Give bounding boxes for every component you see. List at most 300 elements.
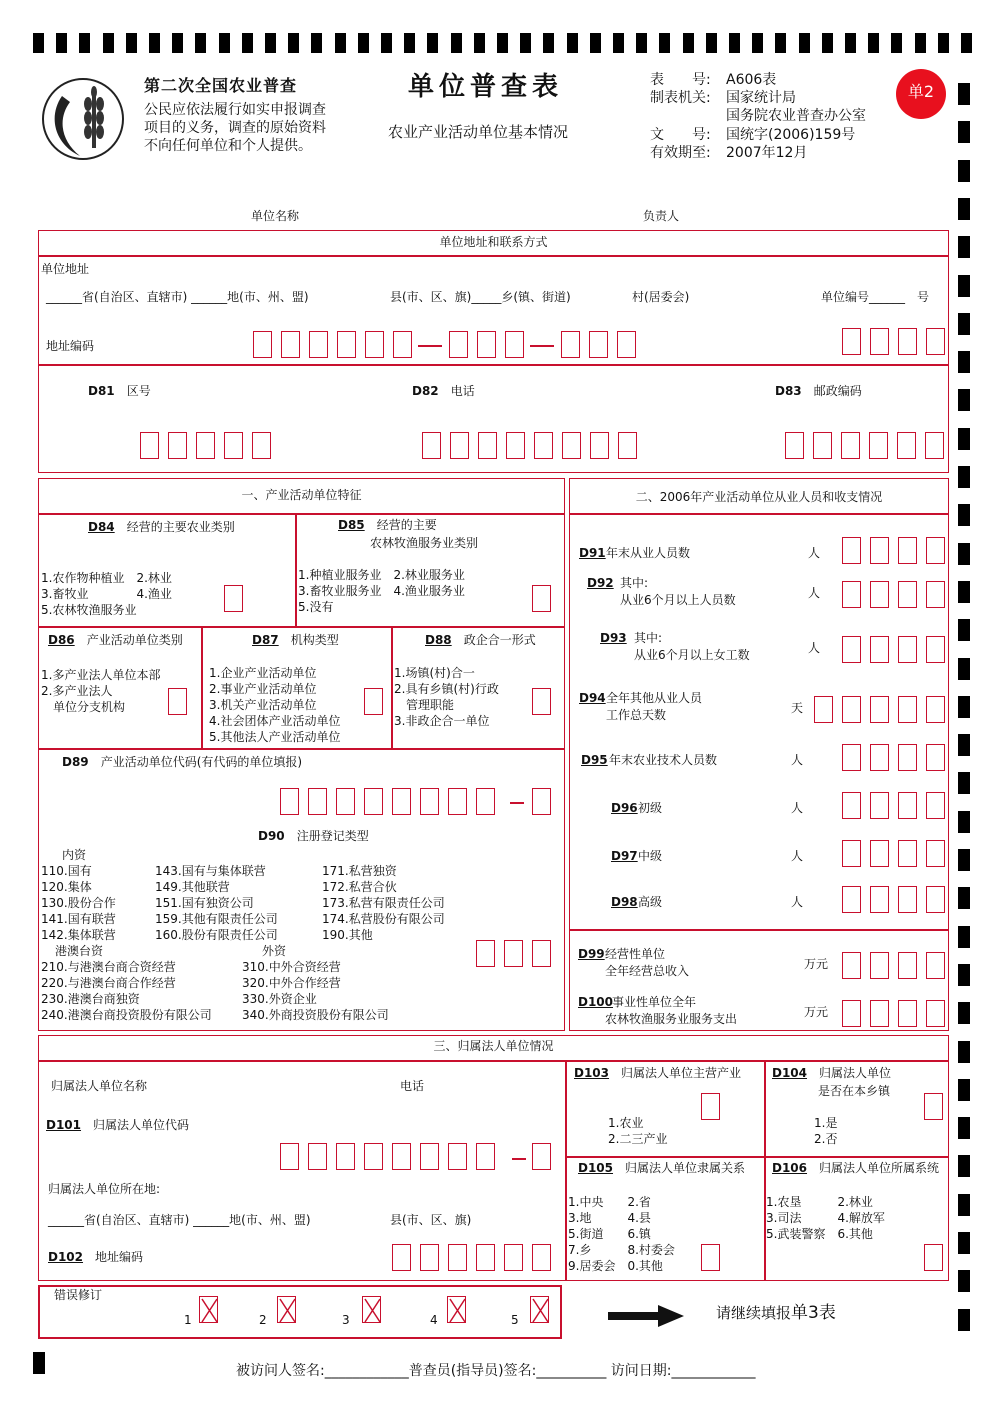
parent-location-part-2: 县(市、区、旗): [390, 1213, 472, 1227]
d86-answer-box[interactable]: [168, 688, 187, 715]
timing-mark: [56, 33, 67, 53]
d91-label: 年末从业人员数: [606, 546, 691, 560]
timing-mark: [103, 33, 114, 53]
timing-mark: [958, 389, 970, 411]
d94-value-box[interactable]: [870, 696, 889, 723]
d100-value-box[interactable]: [926, 1000, 945, 1027]
d90-type-box[interactable]: [504, 940, 523, 967]
timing-mark: [427, 33, 438, 53]
d84-option-2: 3.畜牧业 4.渔业: [41, 587, 172, 601]
d101-code-box[interactable]: [336, 1143, 355, 1170]
d82-phone-box[interactable]: [562, 432, 581, 459]
d93-value-box[interactable]: [898, 636, 917, 663]
timing-mark: [752, 33, 763, 53]
address-code-box[interactable]: [617, 331, 636, 358]
timing-mark: [451, 33, 462, 53]
d89-code-box[interactable]: [392, 788, 411, 815]
timing-mark: [311, 33, 322, 53]
d83-postal-code-box[interactable]: [813, 432, 832, 459]
d105-option-3: 5.街道 6.镇: [568, 1227, 651, 1241]
d87-label: 机构类型: [290, 633, 339, 647]
error-fix-box[interactable]: [277, 1296, 296, 1323]
d103-code: D103: [574, 1066, 610, 1080]
timing-mark: [958, 351, 970, 373]
d99-value-box[interactable]: [870, 952, 889, 979]
form-subtitle: 农业产业活动单位基本情况: [388, 123, 569, 141]
d96-label: 初级: [638, 801, 663, 815]
d93-value-box[interactable]: [926, 636, 945, 663]
d83-postal-code-box[interactable]: [785, 432, 804, 459]
address-code-box[interactable]: [561, 331, 580, 358]
timing-mark: [520, 33, 531, 53]
timing-mark: [958, 1309, 970, 1331]
d97-code: D97: [611, 849, 638, 863]
unit-number-label: 单位编号______ 号: [821, 290, 930, 304]
d92-value-box[interactable]: [898, 581, 917, 608]
d81-area-code-box[interactable]: [196, 432, 215, 459]
d93-unit: 人: [808, 641, 821, 655]
d83-postal-code-box[interactable]: [897, 432, 916, 459]
d105-option-4: 7.乡 8.村委会: [568, 1243, 675, 1257]
d92-unit: 人: [808, 586, 821, 600]
d89-code-box[interactable]: [364, 788, 383, 815]
d91-value-box[interactable]: [842, 537, 861, 564]
d90-option: 141.国有联营: [41, 912, 116, 926]
timing-mark: [659, 33, 670, 53]
d102-code-box[interactable]: [476, 1244, 495, 1271]
d100-label: 事业性单位全年: [612, 995, 697, 1009]
timing-mark: [938, 33, 949, 53]
timing-mark: [958, 964, 970, 986]
error-fix-number: 2: [259, 1313, 267, 1327]
d89-code-box[interactable]: [476, 788, 495, 815]
d93-label: 其中:: [634, 631, 663, 645]
d90-type-box[interactable]: [532, 940, 551, 967]
d85-option-1: 1.种植业服务业 2.林业服务业: [298, 568, 465, 582]
d89-code-box[interactable]: [308, 788, 327, 815]
timing-mark: [958, 313, 970, 335]
unit-number-box[interactable]: [898, 328, 917, 355]
dash-separator: [530, 345, 554, 347]
d98-unit: 人: [791, 895, 804, 909]
timing-mark: [33, 33, 44, 53]
d100-value-box[interactable]: [842, 1000, 861, 1027]
d94-value-box[interactable]: [926, 696, 945, 723]
d92-code: D92: [587, 576, 614, 590]
timing-mark: [567, 33, 578, 53]
d95-value-box[interactable]: [926, 744, 945, 771]
address-section-title: 单位地址和联系方式: [439, 235, 548, 249]
d101-code-box[interactable]: [364, 1143, 383, 1170]
d95-value-box[interactable]: [842, 744, 861, 771]
d84-option-1: 1.农作物种植业 2.林业: [41, 571, 172, 585]
d82-phone-box[interactable]: [590, 432, 609, 459]
signature-line: 被访问人签名:____________普查员(指导员)签名:__________ 访问日期:____________: [236, 1363, 756, 1379]
timing-mark: [958, 1079, 970, 1101]
form-badge-label: 单2: [907, 82, 935, 101]
error-fix-box[interactable]: [530, 1296, 549, 1323]
d93-value-box[interactable]: [842, 636, 861, 663]
d90-hk-option: 230.港澳台商独资: [41, 992, 140, 1006]
meta-label: 制表机关:: [650, 90, 711, 106]
continue-form: 单3表: [791, 1303, 836, 1323]
timing-mark: [958, 811, 970, 833]
d90-foreign-option: 310.中外合资经营: [242, 960, 341, 974]
d91-value-box[interactable]: [870, 537, 889, 564]
d99-label-2: 全年经营总收入: [605, 964, 690, 978]
d102-code: D102: [48, 1250, 84, 1264]
meta-value: 国家统计局: [726, 90, 796, 106]
census-name: 第二次全国农业普查: [144, 76, 298, 95]
d95-value-box[interactable]: [898, 744, 917, 771]
d98-code: D98: [611, 895, 638, 909]
d104-option-1: 1.是: [814, 1116, 838, 1130]
d90-option: 174.私营股份有限公司: [322, 912, 445, 926]
d97-value-box[interactable]: [870, 840, 889, 867]
d101-code-box[interactable]: [280, 1143, 299, 1170]
d102-code-box[interactable]: [448, 1244, 467, 1271]
d100-value-box[interactable]: [898, 1000, 917, 1027]
d103-label: 归属法人单位主营产业: [621, 1066, 742, 1080]
address-code-box[interactable]: [337, 331, 356, 358]
d90-option: 151.国有独资公司: [155, 896, 254, 910]
timing-mark: [474, 33, 485, 53]
section-3-title: 三、归属法人单位情况: [433, 1039, 554, 1053]
d96-value-box[interactable]: [926, 792, 945, 819]
addr-part-3: 村(居委会): [632, 290, 690, 304]
d89-code: D89: [62, 755, 89, 769]
meta-value: 国务院农业普查办公室: [726, 108, 866, 124]
timing-mark: [775, 33, 786, 53]
d95-value-box[interactable]: [870, 744, 889, 771]
timing-mark: [706, 33, 717, 53]
d83-postal-code-box[interactable]: [925, 432, 944, 459]
d84-answer-box[interactable]: [224, 585, 243, 612]
d82-label: 电话: [450, 384, 475, 398]
d101-code-box[interactable]: [476, 1143, 495, 1170]
d90-type-box[interactable]: [476, 940, 495, 967]
error-fix-number: 1: [184, 1313, 192, 1327]
d101-code: D101: [46, 1118, 82, 1132]
timing-mark: [958, 121, 970, 143]
d90-option: 149.其他联营: [155, 880, 230, 894]
d81-code: D81: [88, 384, 115, 398]
timing-mark: [891, 33, 902, 53]
d96-value-box[interactable]: [870, 792, 889, 819]
timing-mark: [613, 33, 624, 53]
d89-code-box[interactable]: [280, 788, 299, 815]
d90-foreign-option: 330.外资企业: [242, 992, 317, 1006]
d101-code-box[interactable]: [392, 1143, 411, 1170]
dash-separator: [512, 1158, 526, 1160]
d98-value-box[interactable]: [842, 886, 861, 913]
timing-mark: [683, 33, 694, 53]
timing-mark: [958, 849, 970, 871]
address-code-box[interactable]: [393, 331, 412, 358]
d86-option-2: 2.多产业法人: [41, 684, 113, 698]
d89-label: 产业活动单位代码(有代码的单位填报): [100, 755, 303, 769]
d104-code: D104: [772, 1066, 808, 1080]
d90-code: D90: [258, 829, 285, 843]
d94-value-box[interactable]: [814, 696, 833, 723]
address-code-box[interactable]: [253, 331, 272, 358]
d102-code-box[interactable]: [532, 1244, 551, 1271]
d99-code: D99: [578, 947, 605, 961]
d102-code-box[interactable]: [504, 1244, 523, 1271]
d90-label: 注册登记类型: [296, 829, 369, 843]
d82-phone-box[interactable]: [506, 432, 525, 459]
timing-mark: [404, 33, 415, 53]
parent-location-label: 归属法人单位所在地:: [48, 1182, 161, 1196]
d98-label: 高级: [638, 895, 663, 909]
d85-answer-box[interactable]: [532, 585, 551, 612]
d86-label: 产业活动单位类别: [86, 633, 183, 647]
d81-area-code-box[interactable]: [252, 432, 271, 459]
address-code-box[interactable]: [477, 331, 496, 358]
timing-mark: [958, 1041, 970, 1063]
timing-mark: [958, 198, 970, 220]
d106-option-1: 1.农垦 2.林业: [766, 1195, 873, 1209]
section-1-title: 一、产业活动单位特征: [241, 488, 362, 502]
d98-value-box[interactable]: [898, 886, 917, 913]
addr-part-2: 县(市、区、旗)_____乡(镇、街道): [390, 290, 571, 304]
d85-label-2: 农林牧渔服务业类别: [370, 536, 479, 550]
meta-label: 有效期至:: [650, 145, 711, 161]
d105-code: D105: [578, 1161, 614, 1175]
d93-code: D93: [600, 631, 627, 645]
d89-code-box[interactable]: [420, 788, 439, 815]
address-code-box[interactable]: [589, 331, 608, 358]
d100-value-box[interactable]: [870, 1000, 889, 1027]
d88-answer-box[interactable]: [532, 688, 551, 715]
d101-code-box[interactable]: [420, 1143, 439, 1170]
unit-number-box[interactable]: [870, 328, 889, 355]
d97-unit: 人: [791, 849, 804, 863]
error-fix-number: 3: [342, 1313, 350, 1327]
address-label: 单位地址: [41, 262, 90, 276]
d90-option: 171.私营独资: [322, 864, 397, 878]
timing-mark: [729, 33, 740, 53]
unit-number-box[interactable]: [926, 328, 945, 355]
d96-value-box[interactable]: [898, 792, 917, 819]
d83-postal-code-box[interactable]: [841, 432, 860, 459]
d91-code: D91: [579, 546, 606, 560]
d99-value-box[interactable]: [842, 952, 861, 979]
d94-value-box[interactable]: [842, 696, 861, 723]
d82-phone-box[interactable]: [618, 432, 637, 459]
address-code-box[interactable]: [365, 331, 384, 358]
d100-unit: 万元: [804, 1005, 829, 1019]
timing-mark: [958, 581, 970, 603]
d88-option-1: 1.场镇(村)合一: [394, 666, 475, 680]
d88-code: D88: [425, 633, 452, 647]
d97-value-box[interactable]: [842, 840, 861, 867]
d105-option-1: 1.中央 2.省: [568, 1195, 651, 1209]
timing-mark: [958, 466, 970, 488]
d96-value-box[interactable]: [842, 792, 861, 819]
d81-area-code-box[interactable]: [140, 432, 159, 459]
d104-label: 归属法人单位: [819, 1066, 892, 1080]
timing-mark: [799, 33, 810, 53]
timing-mark: [958, 236, 970, 258]
error-fix-number: 5: [511, 1313, 519, 1327]
d92-value-box[interactable]: [926, 581, 945, 608]
timing-mark: [335, 33, 346, 53]
d92-value-box[interactable]: [870, 581, 889, 608]
error-fix-box[interactable]: [199, 1296, 218, 1323]
d81-area-code-box[interactable]: [224, 432, 243, 459]
timing-mark: [958, 1155, 970, 1177]
timing-mark: [961, 33, 972, 53]
census-logo: [40, 76, 126, 162]
d99-label: 经营性单位: [605, 947, 666, 961]
d99-value-box[interactable]: [926, 952, 945, 979]
timing-mark: [242, 33, 253, 53]
d84-label: 经营的主要农业类别: [126, 520, 235, 534]
timing-mark: [958, 1232, 970, 1254]
d106-label: 归属法人单位所属系统: [819, 1161, 940, 1175]
meta-label: 表 号:: [650, 72, 711, 88]
section-2-title: 二、2006年产业活动单位从业人员和收支情况: [635, 490, 883, 504]
meta-value: 国统字(2006)159号: [726, 127, 856, 143]
d87-option-1: 1.企业产业活动单位: [209, 666, 317, 680]
d101-label: 归属法人单位代码: [93, 1118, 190, 1132]
timing-mark: [915, 33, 926, 53]
timing-mark: [358, 33, 369, 53]
d82-phone-box[interactable]: [450, 432, 469, 459]
unit-number-box[interactable]: [842, 328, 861, 355]
form-title: 单位普查表: [408, 72, 564, 102]
d82-phone-box[interactable]: [478, 432, 497, 459]
d94-value-box[interactable]: [898, 696, 917, 723]
timing-mark: [845, 33, 856, 53]
d90-foreign-label: 外资: [262, 944, 287, 958]
d81-area-code-box[interactable]: [168, 432, 187, 459]
arrow-right-icon: [608, 1303, 684, 1332]
d97-value-box[interactable]: [898, 840, 917, 867]
address-code-box[interactable]: [281, 331, 300, 358]
d102-code-box[interactable]: [420, 1244, 439, 1271]
d82-code: D82: [412, 384, 439, 398]
d93-value-box[interactable]: [870, 636, 889, 663]
d94-code: D94: [579, 691, 606, 705]
timing-mark: [958, 504, 970, 526]
d92-label: 其中:: [620, 576, 649, 590]
timing-mark: [958, 1117, 970, 1139]
d90-option: 173.私营有限责任公司: [322, 896, 445, 910]
d90-hk-label: 港澳台资: [55, 944, 104, 958]
timing-mark: [149, 33, 160, 53]
d81-label: 区号: [126, 384, 151, 398]
meta-value: 2007年12月: [726, 145, 808, 161]
timing-mark: [958, 696, 970, 718]
d90-hk-option: 210.与港澳台商合资经营: [41, 960, 176, 974]
timing-mark: [958, 734, 970, 756]
d91-unit: 人: [808, 546, 821, 560]
error-fix-box[interactable]: [362, 1296, 381, 1323]
d101-code-box[interactable]: [448, 1143, 467, 1170]
error-fix-section: [38, 1285, 562, 1339]
timing-mark: [497, 33, 508, 53]
d105-option-2: 3.地 4.县: [568, 1211, 651, 1225]
d100-code: D100: [578, 995, 614, 1009]
d92-value-box[interactable]: [842, 581, 861, 608]
timing-mark: [172, 33, 183, 53]
timing-mark: [543, 33, 554, 53]
address-code-box[interactable]: [309, 331, 328, 358]
d89-check-box[interactable]: [532, 788, 551, 815]
timing-mark: [958, 1002, 970, 1024]
d90-option: 190.其他: [322, 928, 373, 942]
timing-mark: [822, 33, 833, 53]
d83-postal-code-box[interactable]: [869, 432, 888, 459]
error-fix-number: 4: [430, 1313, 438, 1327]
d98-value-box[interactable]: [870, 886, 889, 913]
d88-label: 政企合一形式: [463, 633, 536, 647]
notice-line-1: 公民应依法履行如实申报调查: [144, 102, 326, 118]
timing-mark: [590, 33, 601, 53]
d87-option-3: 3.机关产业活动单位: [209, 698, 317, 712]
timing-mark: [958, 1270, 970, 1292]
d105-answer-box[interactable]: [701, 1244, 720, 1271]
d89-code-box[interactable]: [448, 788, 467, 815]
d90-option: 143.国有与集体联营: [155, 864, 266, 878]
d105-option-5: 9.居委会 0.其他: [568, 1259, 663, 1273]
d85-code: D85: [338, 518, 365, 532]
d85-label: 经营的主要: [376, 518, 437, 532]
d91-value-box[interactable]: [926, 537, 945, 564]
d103-option-1: 1.农业: [608, 1116, 644, 1130]
d101-code-box[interactable]: [308, 1143, 327, 1170]
d104-answer-box[interactable]: [924, 1093, 943, 1120]
d90-option: 160.股份有限责任公司: [155, 928, 278, 942]
d90-option: 130.股份合作: [41, 896, 116, 910]
d82-phone-box[interactable]: [422, 432, 441, 459]
d90-foreign-option: 320.中外合作经营: [242, 976, 341, 990]
d90-option: 110.国有: [41, 864, 92, 878]
continue-text: 请继续填报: [716, 1304, 792, 1322]
d100-label-2: 农林牧渔服务业服务支出: [605, 1012, 738, 1026]
d97-value-box[interactable]: [926, 840, 945, 867]
timing-mark: [958, 619, 970, 641]
d106-answer-box[interactable]: [924, 1244, 943, 1271]
d99-value-box[interactable]: [898, 952, 917, 979]
d93-label-2: 从业6个月以上女工数: [634, 648, 750, 662]
parent-phone-label: 电话: [400, 1079, 425, 1093]
d91-value-box[interactable]: [898, 537, 917, 564]
d102-code-box[interactable]: [392, 1244, 411, 1271]
d83-code: D83: [775, 384, 802, 398]
d98-value-box[interactable]: [926, 886, 945, 913]
timing-mark: [958, 543, 970, 565]
address-code-box[interactable]: [449, 331, 468, 358]
d106-option-3: 5.武装警察 6.其他: [766, 1227, 873, 1241]
address-code-box[interactable]: [505, 331, 524, 358]
timing-mark: [958, 926, 970, 948]
d87-answer-box[interactable]: [364, 688, 383, 715]
error-fix-box[interactable]: [447, 1296, 466, 1323]
d90-option: 172.私营合伙: [322, 880, 397, 894]
d82-phone-box[interactable]: [534, 432, 553, 459]
d92-label-2: 从业6个月以上人员数: [620, 593, 736, 607]
d103-answer-box[interactable]: [701, 1093, 720, 1120]
d83-label: 邮政编码: [813, 384, 862, 398]
d89-code-box[interactable]: [336, 788, 355, 815]
d106-code: D106: [772, 1161, 808, 1175]
timing-mark: [288, 33, 299, 53]
d105-label: 归属法人单位隶属关系: [625, 1161, 746, 1175]
d101-check-box[interactable]: [532, 1143, 551, 1170]
